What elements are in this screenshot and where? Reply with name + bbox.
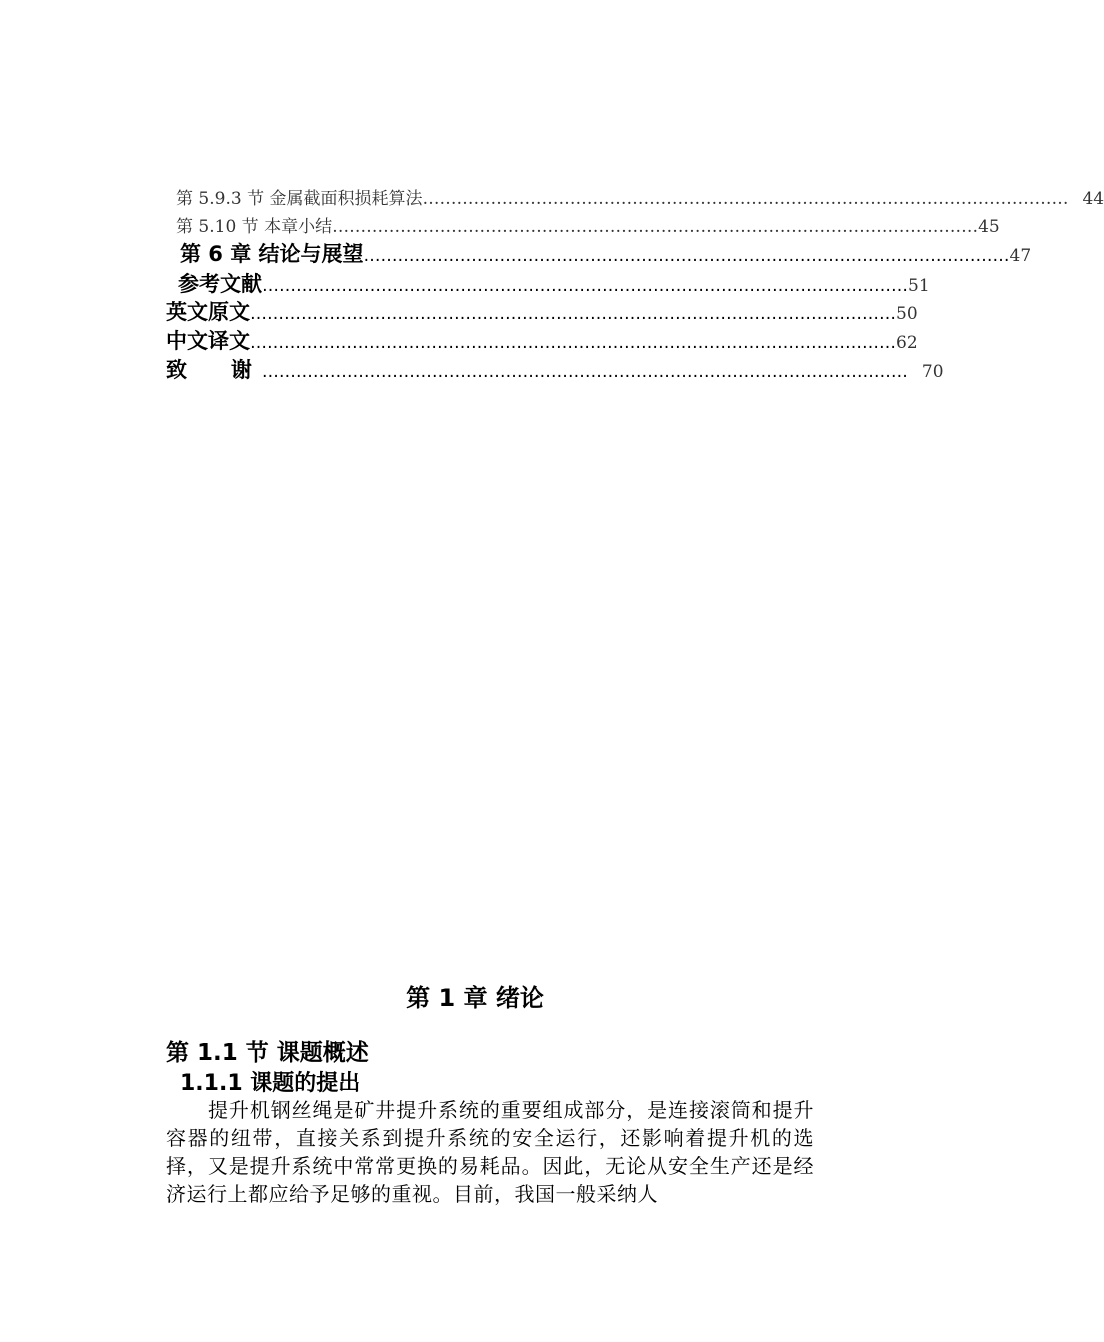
toc-leader: …………………………………………………………………………………………………… — [363, 246, 1010, 266]
toc-leader: …………………………………………………………………………………………………… — [261, 362, 908, 382]
toc-entry-page: 50 — [896, 304, 918, 324]
toc-entry — [166, 354, 944, 384]
toc-entry — [166, 325, 918, 355]
toc-leader: …………………………………………………………………………………………………… — [332, 217, 979, 237]
toc-entry-title: 第 5.10 节 本章小结 — [176, 217, 333, 237]
toc-entry — [180, 238, 1032, 268]
toc-entry — [178, 268, 930, 298]
body-paragraph: 提升机钢丝绳是矿井提升系统的重要组成部分，是连接滚筒和提升容器的纽带，直接关系到提升系统的安全运行，还影响着提升机的选择，又是提升系统中常常更换的易耗品。因此，无论从安全生产还是经济运行上都应给予足够的重视。目前，我国一般采纳人 — [166, 1098, 814, 1206]
toc-entry-title: 第 5.9.3 节 金属截面积损耗算法 — [176, 189, 423, 209]
toc-leader: …………………………………………………………………………………………………… — [262, 276, 908, 296]
toc-entry-title: 中文译文 — [166, 329, 250, 353]
toc-entry-title: 参考文献 — [178, 272, 262, 296]
toc-entry-title: 英文原文 — [166, 300, 250, 324]
toc-entry — [176, 184, 1104, 209]
toc-leader: …………………………………………………………………………………………………… — [422, 189, 1069, 209]
toc-entry — [166, 296, 918, 326]
toc-entry — [176, 212, 1000, 237]
toc-entry-page: 44 — [1082, 189, 1104, 209]
toc-entry-page: 51 — [908, 276, 930, 296]
toc-leader: …………………………………………………………………………………………………… — [250, 333, 896, 353]
toc-entry-page: 62 — [896, 333, 918, 353]
toc-entry-page: 70 — [921, 362, 944, 382]
chapter-title: 第 1 章 绪论 — [406, 984, 544, 1012]
toc-entry-page: 45 — [978, 217, 1000, 237]
toc-entry-title: 致 谢 — [166, 358, 252, 382]
toc-entry-page: 47 — [1009, 246, 1032, 266]
subsection-title: 1.1.1 课题的提出 — [180, 1071, 361, 1096]
section-title: 第 1.1 节 课题概述 — [166, 1040, 369, 1066]
toc-leader: …………………………………………………………………………………………………… — [250, 304, 896, 324]
toc-entry-title: 第 6 章 结论与展望 — [180, 242, 364, 266]
